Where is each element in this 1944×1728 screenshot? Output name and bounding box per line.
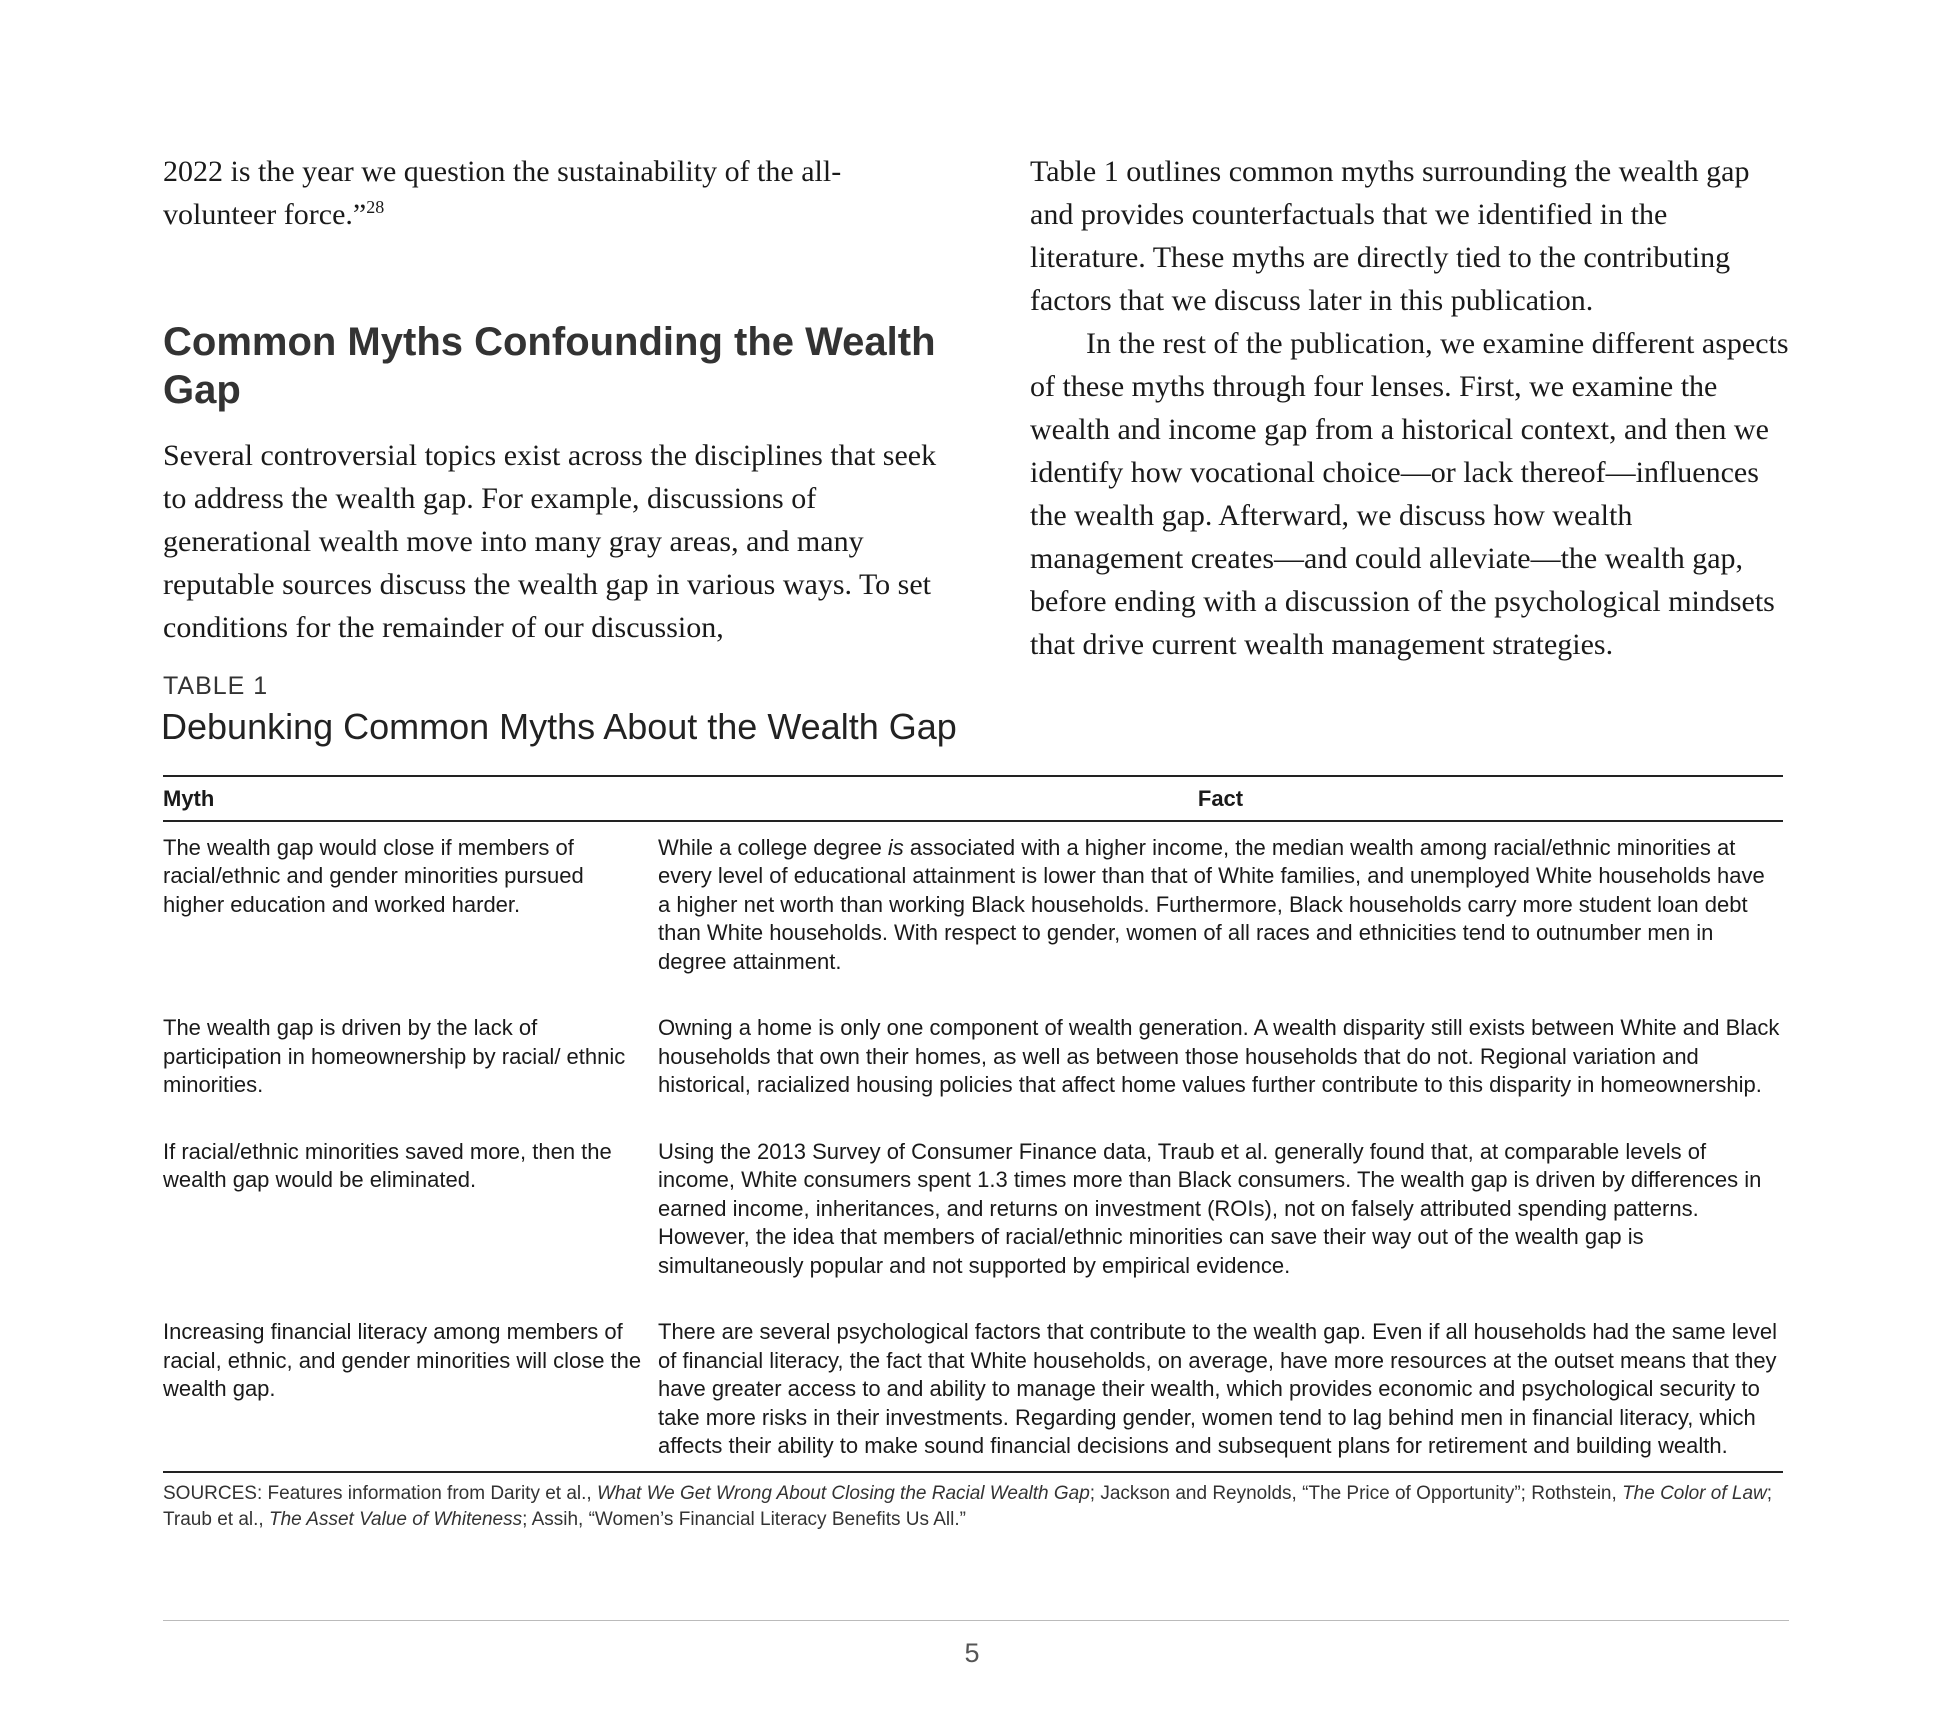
fact-cell: While a college degree is associated with a higher income, the median wealth among racial/ethnic minorities at every level of educational attainment is lower than that of White families, and unemployed White households have a higher net worth than working Black households. Furthermore, Black households carry more student loan debt than White households. With respect to gender, women of all races and ethnicities tend to outnumber men in degree attainment. bbox=[658, 834, 1765, 974]
column-header-fact: Fact bbox=[1197, 786, 1244, 811]
quote-continuation: 2022 is the year we question the sustainability of the all-volunteer force.”$^{28}$ bbox=[163, 155, 842, 231]
right-paragraph-1: Table 1 outlines common myths surrounding the wealth gap and provides counterfactuals that we identified in the literature. These myths are directly tied to the contributing factors that we discuss later in this publication. bbox=[1030, 155, 1750, 317]
table-sources: SOURCES: Features information from Darity et al., What We Get Wrong About Closing the Racial Wealth Gap; Jackson and Reynolds, “The Price of Opportunity”; Rothstein, The Color of Law; Traub et al., The Asset Value of Whiteness; Assih, “Women’s Financial Literacy Benefits Us All.” bbox=[163, 1482, 1773, 1530]
myths-table-container bbox=[163, 775, 1783, 1533]
section-heading: Common Myths Confounding the Wealth Gap bbox=[163, 320, 936, 412]
myth-cell: Increasing financial literacy among members of racial, ethnic, and gender minorities will close the wealth gap. bbox=[163, 1319, 642, 1401]
table-label: TABLE 1 bbox=[163, 672, 269, 700]
myth-cell: The wealth gap would close if members of racial/ethnic and gender minorities pursued higher education and worked harder. bbox=[163, 834, 584, 917]
table-header-row bbox=[163, 776, 1783, 821]
myth-cell: The wealth gap is driven by the lack of participation in homeownership by racial/ ethnic minorities. bbox=[163, 1015, 626, 1097]
footnote-ref[interactable]: 28 bbox=[366, 197, 385, 217]
right-paragraph-2: In the rest of the publication, we examine different aspects of these myths through four lenses. First, we examine the wealth and income gap from a historical context, and then we identify how vocational choice—or lack thereof—influences the wealth gap. Afterward, we discuss how wealth management creates—and could alleviate—the wealth gap, before ending with a discussion of the psychological mindsets that drive current wealth management strategies. bbox=[1030, 327, 1789, 661]
column-header-myth: Myth bbox=[163, 786, 215, 811]
myths-table bbox=[163, 775, 1783, 1473]
fact-cell: Owning a home is only one component of wealth generation. A wealth disparity still exists between White and Black households that own their homes, as well as between those households that do not. Regional variation and historical, racialized housing policies that affect home values further contribute to this disparity in homeownership. bbox=[658, 1015, 1780, 1097]
myth-cell: If racial/ethnic minorities saved more, then the wealth gap would be eliminated. bbox=[163, 1138, 612, 1192]
table-title: Debunking Common Myths About the Wealth Gap bbox=[161, 706, 957, 747]
left-column bbox=[163, 150, 943, 649]
footer-divider bbox=[163, 1620, 1789, 1621]
fact-cell: Using the 2013 Survey of Consumer Finance data, Traub et al. generally found that, at comparable levels of income, White consumers spent 1.3 times more than Black consumers. The wealth gap is driven by differences in earned income, inheritances, and returns on investment (ROIs), not on falsely attributed spending patterns. However, the idea that members of racial/ethnic minorities can save their way out of the wealth gap is simultaneously popular and not supported by empirical evidence. bbox=[658, 1138, 1762, 1278]
page-number: 5 bbox=[964, 1638, 980, 1668]
right-column bbox=[1030, 150, 1790, 666]
table-row bbox=[163, 998, 1783, 1122]
table-row bbox=[163, 1122, 1783, 1303]
fact-cell: There are several psychological factors that contribute to the wealth gap. Even if all households had the same level of financial literacy, the fact that White households, on average, have more resources at the outset means that they have greater access to and ability to manage their wealth, which provides economic and psychological security to take more risks in their investments. Regarding gender, women tend to lag behind men in financial literacy, which affects their ability to make sound financial decisions and subsequent plans for retirement and building wealth. bbox=[658, 1319, 1777, 1458]
table-row bbox=[163, 821, 1783, 999]
intro-paragraph: Several controversial topics exist across the disciplines that seek to address the wealth gap. For example, discussions of generational wealth move into many gray areas, and many reputable sources discuss the wealth gap in various ways. To set conditions for the remainder of our discussion, bbox=[163, 439, 937, 644]
table-row bbox=[163, 1302, 1783, 1472]
